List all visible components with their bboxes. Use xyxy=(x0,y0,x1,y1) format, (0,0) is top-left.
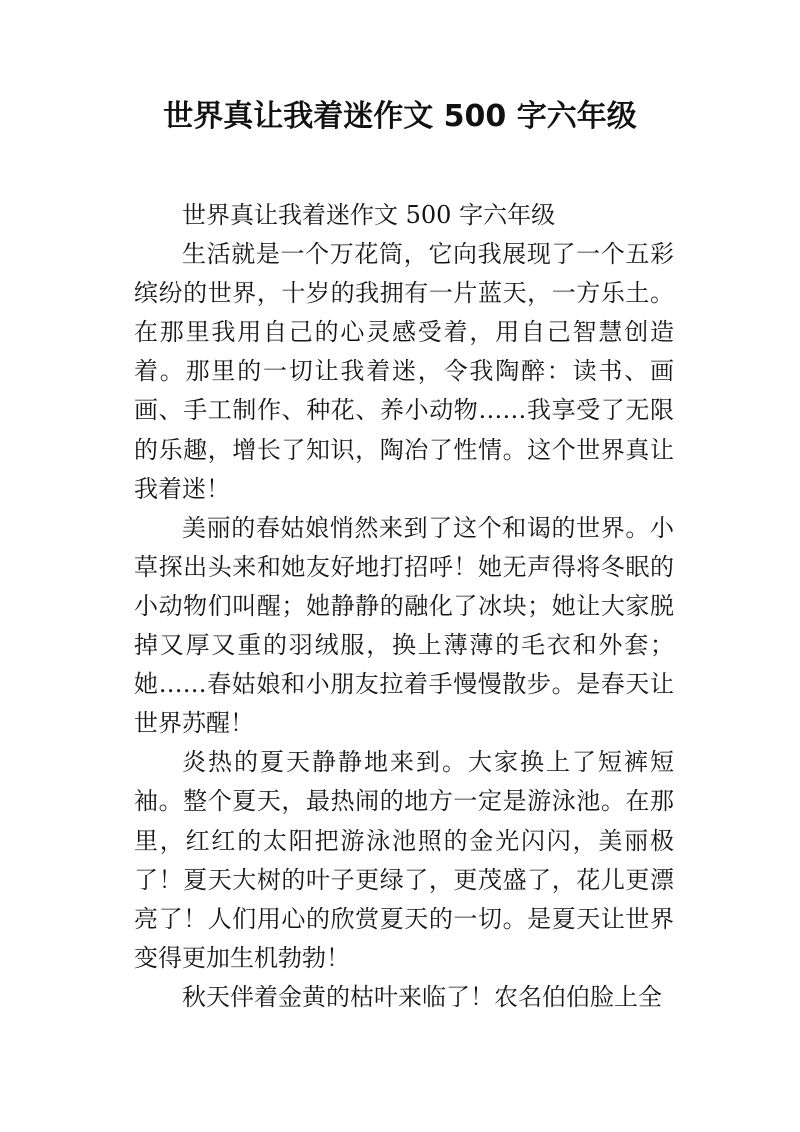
document-body xyxy=(134,196,674,1017)
document-title: 世界真让我着迷作文 500 字六年级 xyxy=(163,99,637,134)
paragraph-autumn: 秋天伴着金黄的枯叶来临了！农名伯伯脸上全 xyxy=(182,982,662,1011)
paragraph-subtitle: 世界真让我着迷作文 500 字六年级 xyxy=(182,201,556,229)
paragraph-summer: 炎热的夏天静静地来到。大家换上了短裤短袖。整个夏天，最热闹的地方一定是游泳池。在那里，红红的太阳把游泳池照的金光闪闪，美丽极了！夏天大树的叶子更绿了，更茂盛了，花儿更漂亮了！人们用心的欣赏夏天的一切。是夏天让世界变得更加生机勃勃！ xyxy=(134,748,674,972)
paragraph-spring: 美丽的春姑娘悄然来到了这个和谒的世界。小草探出头来和她友好地打招呼！她无声得将冬眠的小动物们叫醒；她静静的融化了冰块；她让大家脱掉又厚又重的羽绒服，换上薄薄的毛衣和外套；她……春姑娘和小朋友拉着手慢慢散步。是春天让世界苏醒！ xyxy=(134,513,674,738)
paragraph-intro: 生活就是一个万花筒，它向我展现了一个五彩缤纷的世界，十岁的我拥有一片蓝天，一方乐土。在那里我用自己的心灵感受着，用自己智慧创造着。那里的一切让我着迷，令我陶醉：读书、画画、手工制作、种花、养小动物……我享受了无限的乐趣，增长了知识，陶冶了性情。这个世界真让我着迷！ xyxy=(134,240,674,503)
